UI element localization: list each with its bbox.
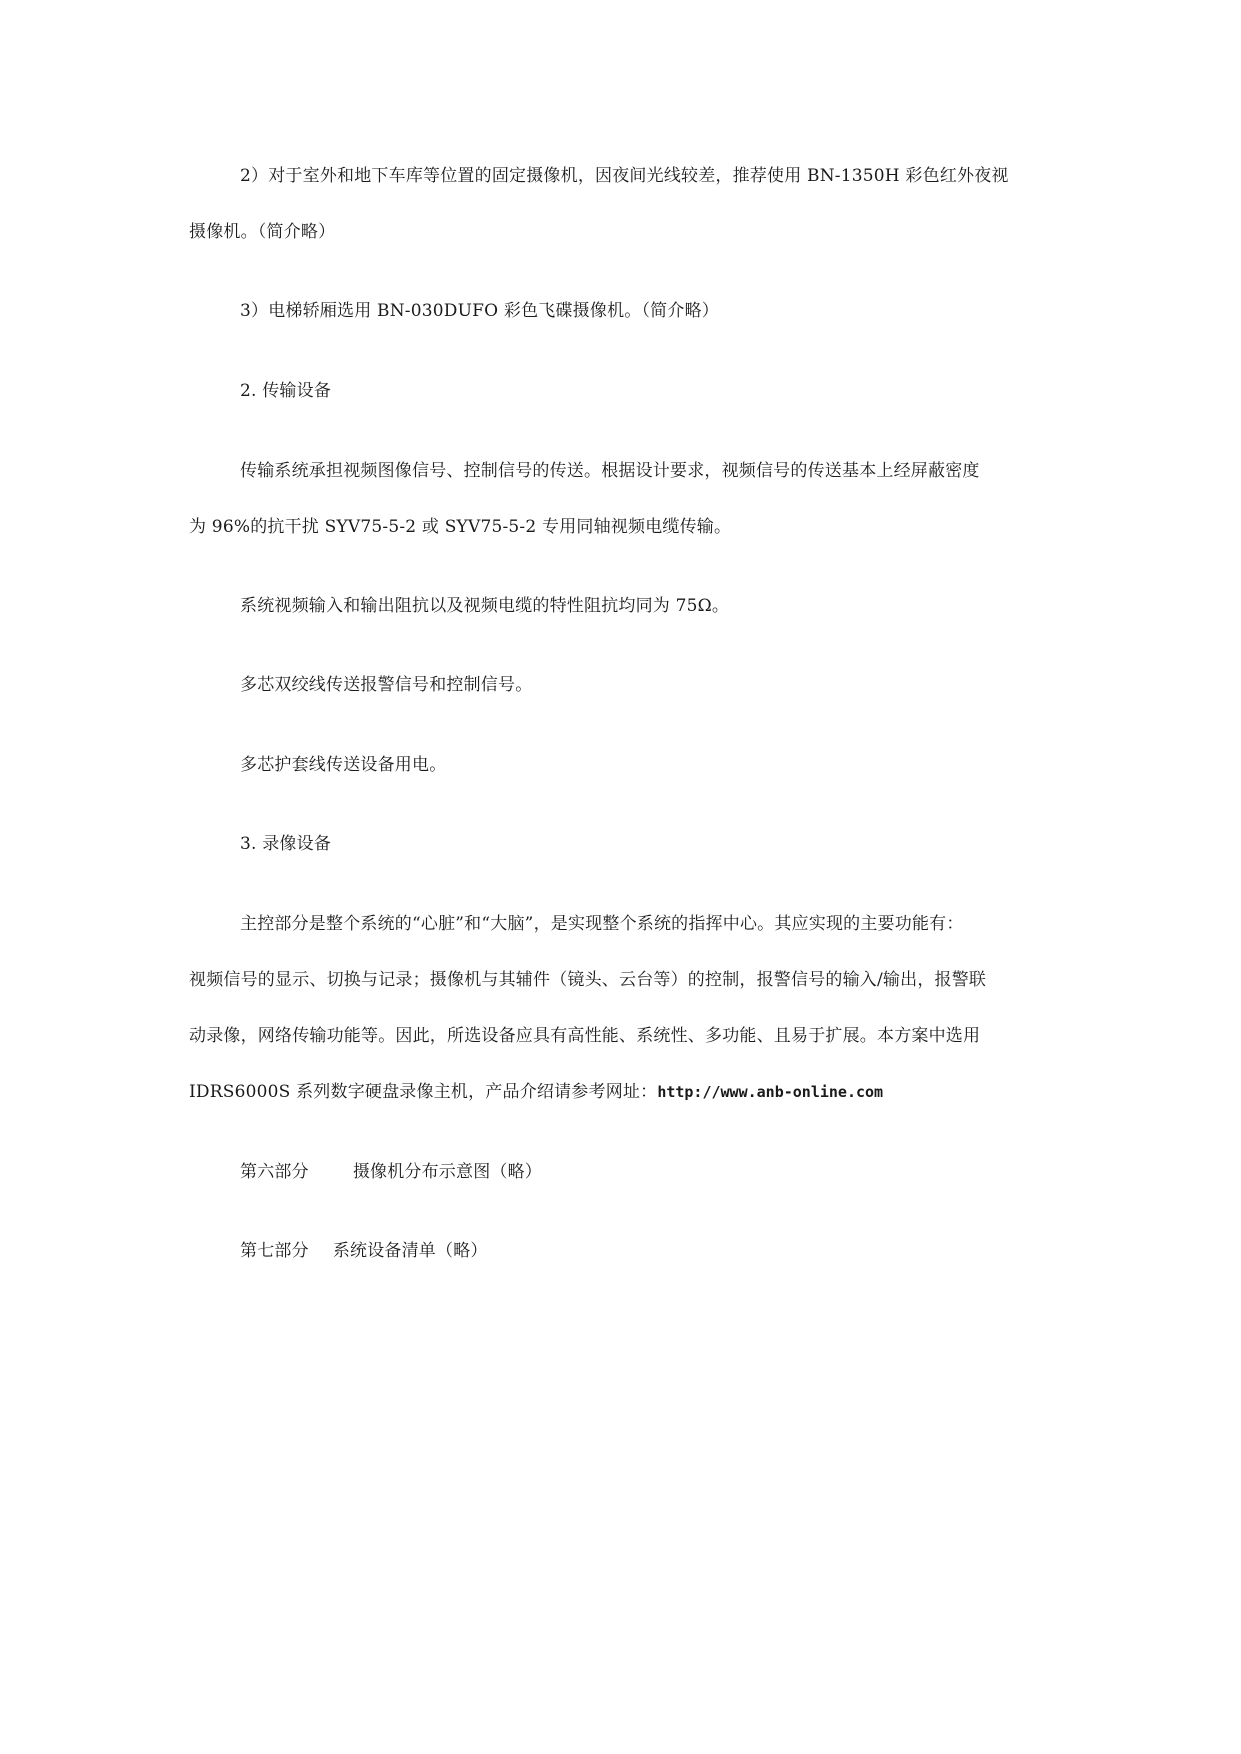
part-6-label: 第六部分 [240,1162,309,1182]
sheathed-cable-paragraph: 多芯护套线传送设备用电。 [240,755,447,775]
twisted-pair-paragraph: 多芯双绞线传送报警信号和控制信号。 [240,675,533,695]
part-7-title: 系统设备清单（略） [332,1241,488,1261]
impedance-paragraph: 系统视频输入和输出阻抗以及视频电缆的特性阻抗均同为 75Ω。 [240,596,730,616]
main-control-paragraph-line-1: 主控部分是整个系统的“心脏”和“大脑”，是实现整个系统的指挥中心。其应实现的主要功能有： [240,914,964,934]
part-6-heading [240,1157,542,1182]
transmission-paragraph-line-2: 为 96%的抗干扰 SYV75-5-2 或 SYV75-5-2 专用同轴视频电缆传输。 [189,517,732,537]
part-7-heading [240,1236,488,1261]
section-heading-transmission: 2. 传输设备 [240,381,332,401]
main-control-paragraph-line-2: 视频信号的显示、切换与记录；摄像机与其辅件（镜头、云台等）的控制，报警信号的输入/输出，报警联 [189,970,987,990]
camera-item-2-line-2: 摄像机。（简介略） [189,222,336,242]
camera-item-3: 3）电梯轿厢选用 BN-030DUFO 彩色飞碟摄像机。（简介略） [240,301,719,321]
main-control-paragraph-line-4 [189,1077,883,1102]
part-7-label: 第七部分 [240,1241,309,1261]
section-heading-recording: 3. 录像设备 [240,834,332,854]
main-control-paragraph-line-3: 动录像，网络传输功能等。因此，所选设备应具有高性能、系统性、多功能、且易于扩展。本方案中选用 [189,1026,981,1046]
website-link[interactable]: http://www.anb-online.com [657,1083,884,1101]
part-6-title: 摄像机分布示意图（略） [352,1162,543,1182]
camera-item-2-line-1: 2）对于室外和地下车库等位置的固定摄像机，因夜间光线较差，推荐使用 BN-1350H 彩色红外夜视 [240,166,1009,186]
transmission-paragraph-line-1: 传输系统承担视频图像信号、控制信号的传送。根据设计要求，视频信号的传送基本上经屏蔽密度 [240,461,980,481]
main-control-line-4-text: IDRS6000S 系列数字硬盘录像主机，产品介绍请参考网址： [189,1082,658,1102]
